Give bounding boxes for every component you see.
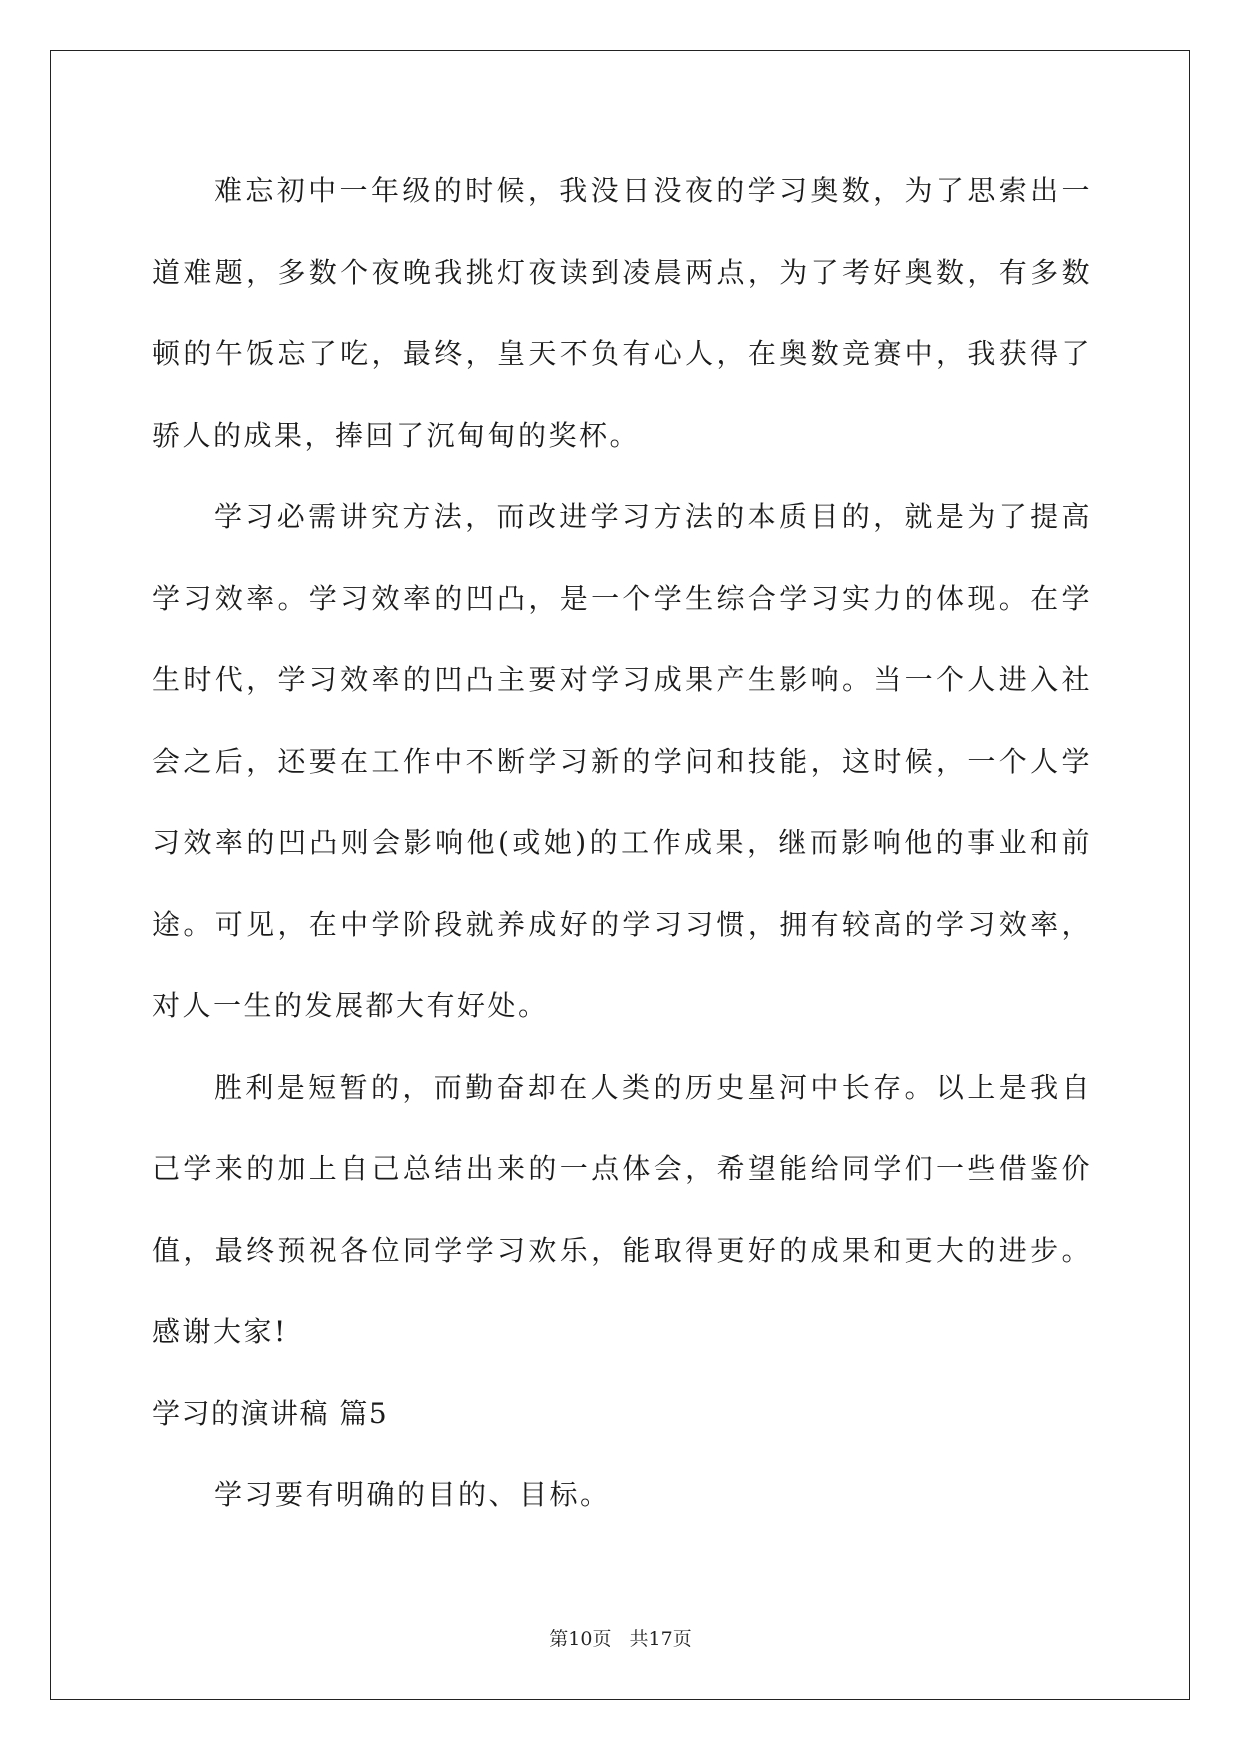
page-total: 共17页 [629,1628,692,1650]
paragraph-3: 胜利是短暂的，而勤奋却在人类的历史星河中长存。以上是我自己学来的加上自己总结出来的一点体会，希望能给同学们一些借鉴价值，最终预祝各位同学学习欢乐，能取得更好的成果和更大的进步。感谢大家! [152,1070,1092,1348]
paragraph-2: 学习必需讲究方法，而改进学习方法的本质目的，就是为了提高学习效率。学习效率的凹凸，是一个学生综合学习实力的体现。在学生时代，学习效率的凹凸主要对学习成果产生影响。当一个人进入社会之后，还要在工作中不断学习新的学问和技能，这时候，一个人学习效率的凹凸则会影响他(或她)的工作成果，继而影响他的事业和前途。可见，在中学阶段就养成好的学习习惯，拥有较高的学习效率，对人一生的发展都大有好处。 [152,500,1092,1022]
section-heading: 学习的演讲稿 篇5 [152,1396,389,1430]
page-footer [0,1624,1241,1651]
paragraph-4: 学习要有明确的目的、目标。 [214,1478,611,1511]
paragraph-1: 难忘初中一年级的时候，我没日没夜的学习奥数，为了思索出一道难题，多数个夜晚我挑灯夜读到凌晨两点，为了考好奥数，有多数顿的午饭忘了吃，最终，皇天不负有心人，在奥数竞赛中，我获得了骄人的成果，捧回了沉甸甸的奖杯。 [152,174,1092,452]
document-body [152,150,1092,1536]
page-number: 第10页 [549,1628,612,1650]
